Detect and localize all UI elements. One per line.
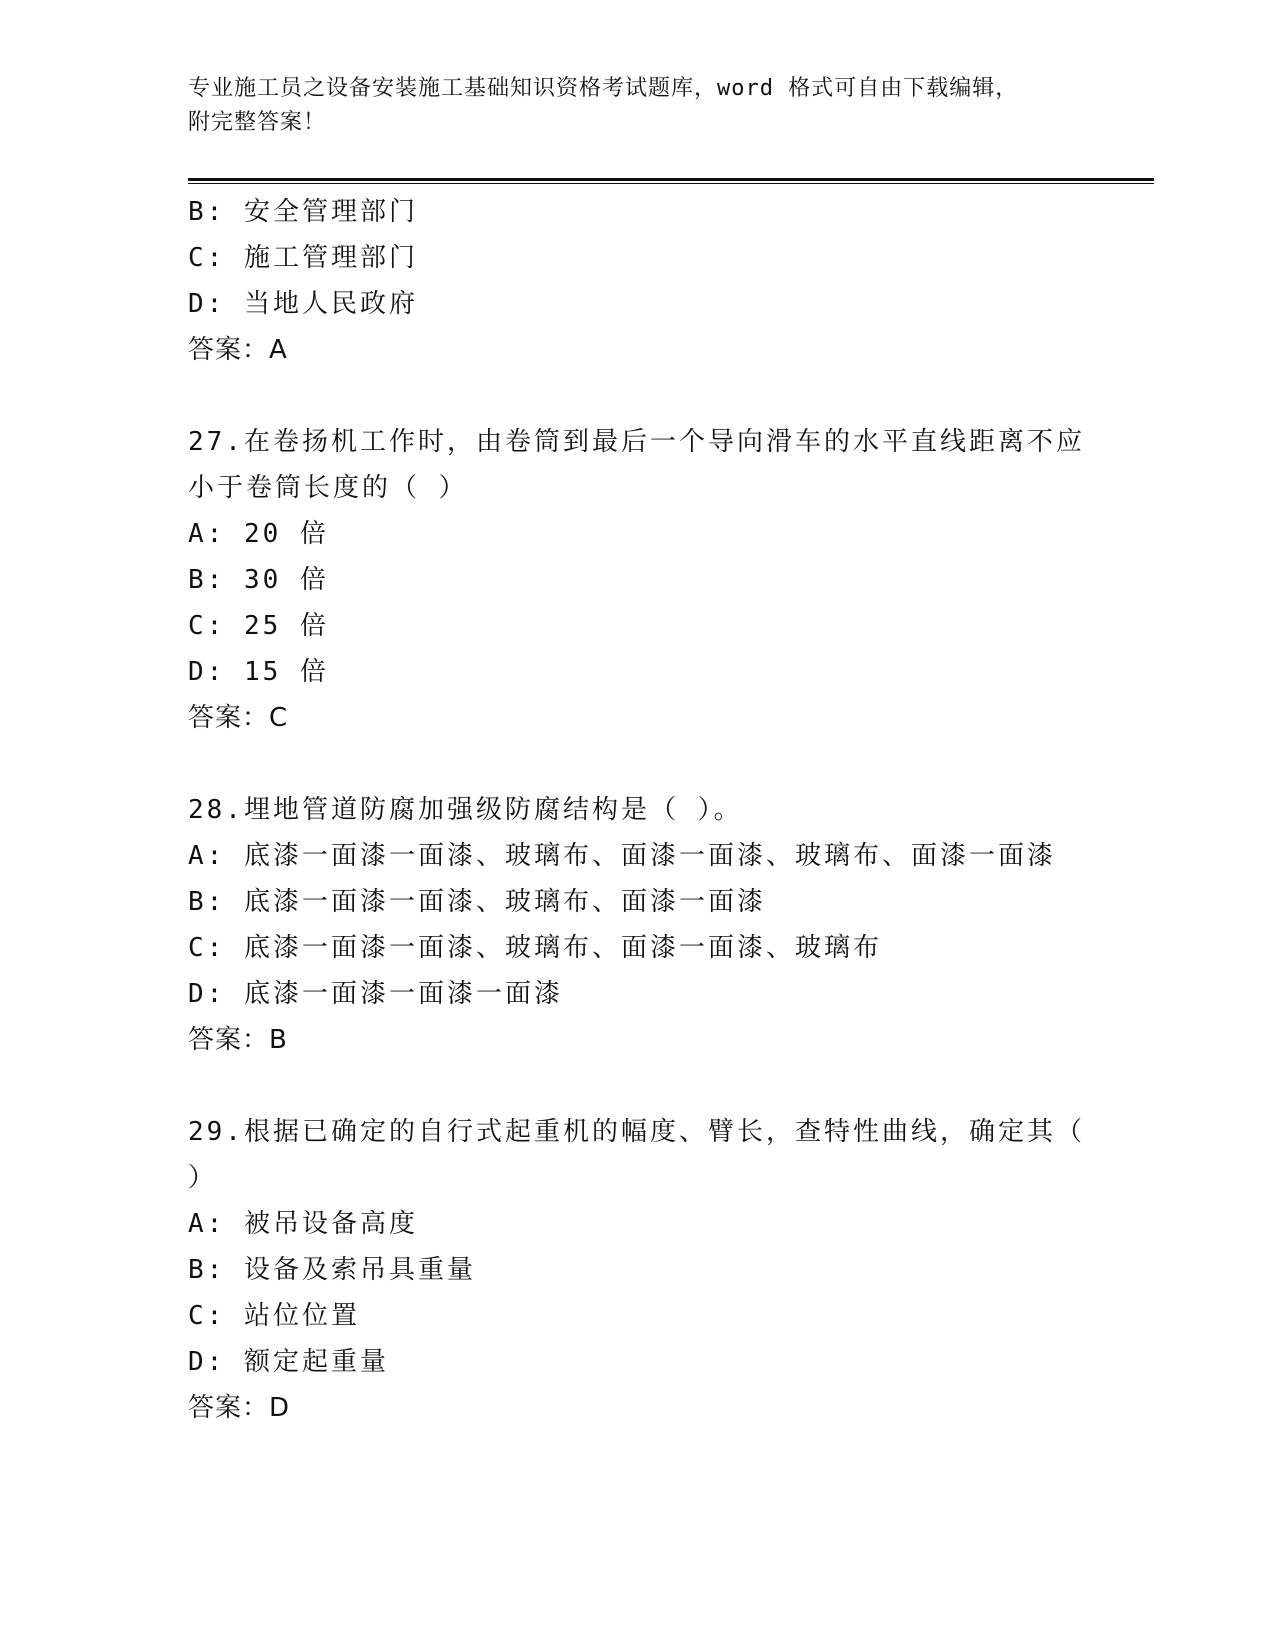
answer-line: 答案：D	[188, 1393, 291, 1423]
question-28	[188, 787, 1088, 1063]
document-header	[188, 72, 1068, 140]
option-d: D: 额定起重量	[188, 1347, 389, 1377]
question-list	[188, 189, 1088, 1431]
option-b: B: 设备及索吊具重量	[188, 1255, 476, 1285]
answer-line: 答案：C	[188, 703, 289, 733]
header-line-1: 专业施工员之设备安装施工基础知识资格考试题库，word 格式可自由下载编辑，	[188, 76, 1019, 101]
option-d: D: 底漆一面漆一面漆一面漆	[188, 979, 563, 1009]
option-d: D: 15 倍	[188, 657, 329, 687]
question-26-continued	[188, 189, 1088, 373]
question-29	[188, 1109, 1088, 1431]
question-stem-line-1: 27.在卷扬机工作时，由卷筒到最后一个导向滑车的水平直线距离不应	[188, 427, 1085, 457]
option-b: B: 底漆一面漆一面漆、玻璃布、面漆一面漆	[188, 887, 766, 917]
option-b: B: 安全管理部门	[188, 197, 418, 227]
option-c: C: 25 倍	[188, 611, 329, 641]
option-a: A: 被吊设备高度	[188, 1209, 418, 1239]
question-stem-line-2: 小于卷筒长度的（ ）	[188, 473, 468, 503]
answer-line: 答案：A	[188, 335, 288, 365]
header-line-2: 附完整答案！	[188, 110, 327, 135]
option-c: C: 底漆一面漆一面漆、玻璃布、面漆一面漆、玻璃布	[188, 933, 882, 963]
option-a: A: 20 倍	[188, 519, 329, 549]
option-b: B: 30 倍	[188, 565, 329, 595]
option-d: D: 当地人民政府	[188, 289, 418, 319]
option-c: C: 施工管理部门	[188, 243, 418, 273]
question-stem-line-1: 28.埋地管道防腐加强级防腐结构是（ ）。	[188, 795, 743, 825]
header-divider-thick	[188, 178, 1154, 181]
option-a: A: 底漆一面漆一面漆、玻璃布、面漆一面漆、玻璃布、面漆一面漆	[188, 841, 1056, 871]
question-27	[188, 419, 1088, 741]
question-stem-line-2: ）	[188, 1163, 218, 1193]
answer-line: 答案：B	[188, 1025, 288, 1055]
header-divider-thin	[188, 183, 1154, 184]
option-c: C: 站位位置	[188, 1301, 360, 1331]
question-stem-line-1: 29.根据已确定的自行式起重机的幅度、臂长，查特性曲线，确定其（	[188, 1117, 1085, 1147]
